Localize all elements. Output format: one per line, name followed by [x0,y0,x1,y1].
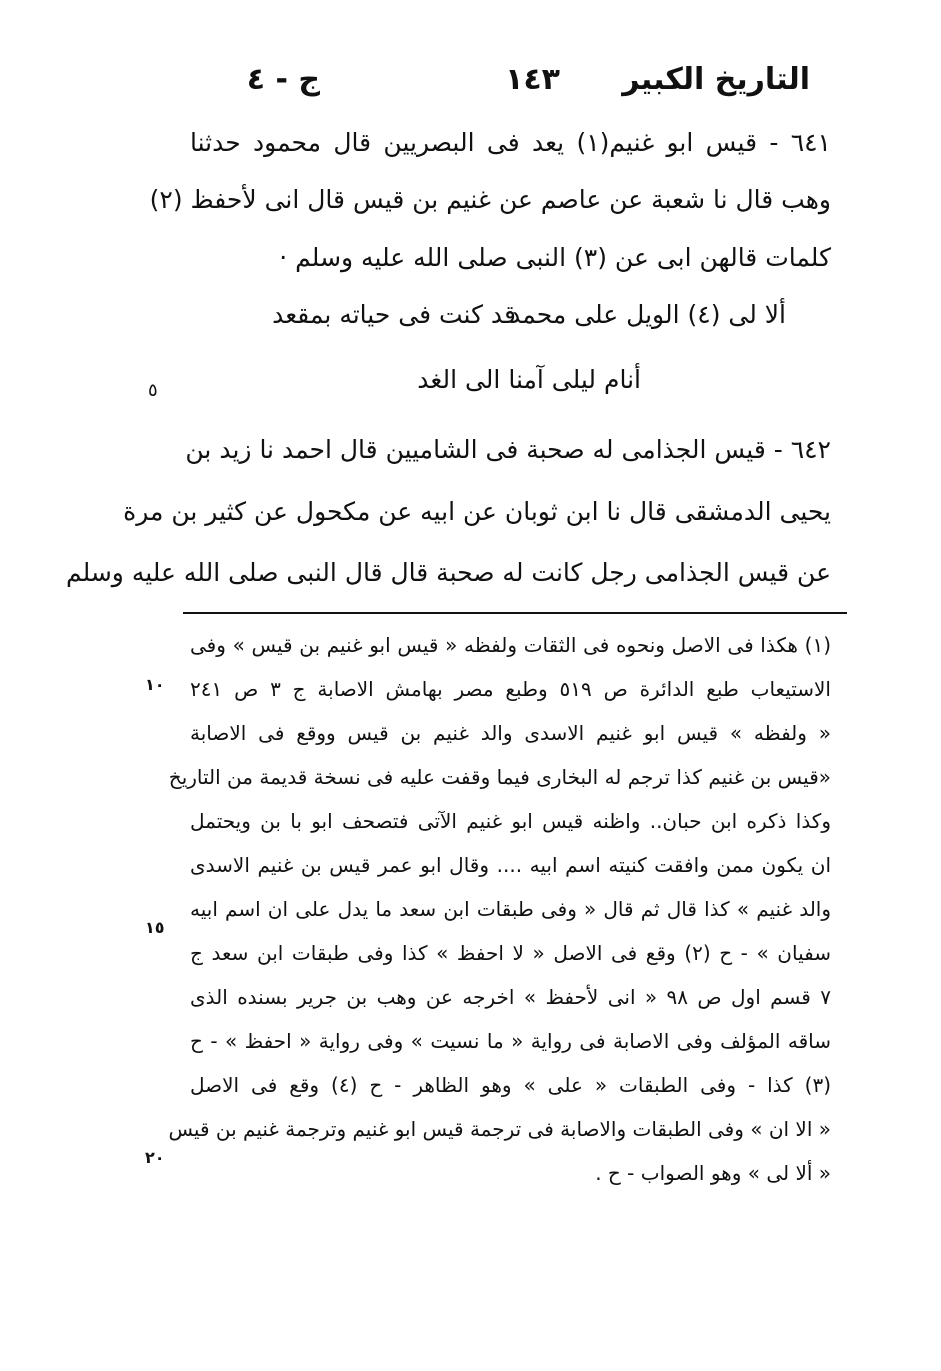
footnote-line: « الا ان » وفى الطبقات والاصابة فى ترجمة قيس ابو غنيم وترجمة غنيم بن قيس [168,1117,831,1141]
footnote-divider [183,612,847,614]
footnote-line: وكذا ذكره ابن حبان.. واظنه قيس ابو غنيم الآتى فتصحف ابو با بن ويحتمل [190,809,831,833]
footnote-line: « ألا لى » وهو الصواب - ح . [595,1161,831,1185]
footnote-line: والد غنيم » كذا قال ثم قال « وفى طبقات ابن سعد ما يدل على ان اسم ابيه [190,897,831,921]
main-line: عن قيس الجذامى رجل كانت له صحبة قال قال النبى صلى الله عليه وسلم [65,558,831,587]
margin-line-number: ١٥ [145,918,165,937]
main-line: وهب قال نا شعبة عن عاصم عن غنيم بن قيس قال انى لأحفظ (٢) [149,185,831,214]
verse-hemistich-2: أنام ليلى آمنا الى الغد [417,365,641,394]
verse-hemistich-1a: ألا لى (٤) الويل على محمد [509,300,786,329]
footnote-line: (١) هكذا فى الاصل ونحوه فى الثقات ولفظه « قيس ابو غنيم بن قيس » وفى [190,633,831,657]
line-marker: ٥ [148,380,158,401]
verse-hemistich-1b: قد كنت فى حياته بمقعد [272,300,516,329]
page-header [230,62,810,108]
footnote-line: « ولفظه » قيس ابو غنيم الاسدى والد غنيم بن قيس ووقع فى الاصابة [190,721,831,745]
footnote-line: ان يكون ممن وافقت كنيته اسم ابيه .... وقال ابو عمر قيس بن غنيم الاسدى [190,853,831,877]
footnote-line: «قيس بن غنيم كذا ترجم له البخارى فيما وقفت عليه فى نسخة قديمة من التاريخ [168,765,831,789]
main-line: ٦٤١ - قيس ابو غنيم(١) يعد فى البصريين قال محمود حدثنا [190,128,831,157]
footnote-line: ساقه المؤلف وفى الاصابة فى رواية « ما نسيت » وفى رواية « احفظ » - ح [190,1029,831,1053]
footnote-line: (٣) كذا - وفى الطبقات « على » وهو الظاهر - ح (٤) وقع فى الاصل [190,1073,831,1097]
footnote-line: الاستيعاب طبع الدائرة ص ٥١٩ وطبع مصر بهامش الاصابة ج ٣ ص ٢٤١ [190,677,831,701]
main-line: ٦٤٢ - قيس الجذامى له صحبة فى الشاميين قال احمد نا زيد بن [185,435,831,464]
main-line: كلمات قالهن ابى عن (٣) النبى صلى الله عليه وسلم · [279,243,831,272]
margin-line-number: ١٠ [145,675,165,694]
footnote-line: سفيان » - ح (٢) وقع فى الاصل « لا احفظ » كذا وفى طبقات ابن سعد ج [190,941,831,965]
footnote-line: ٧ قسم اول ص ٩٨ « انى لأحفظ » اخرجه عن وهب بن جرير بسنده الذى [190,985,831,1009]
book-title: التاريخ الكبير [622,62,810,97]
volume-number: ج - ٤ [246,62,320,97]
margin-line-number: ٢٠ [145,1148,165,1167]
page-number: ١٤٣ [505,62,560,97]
main-line: يحيى الدمشقى قال نا ابن ثوبان عن ابيه عن مكحول عن كثير بن مرة [123,497,831,526]
